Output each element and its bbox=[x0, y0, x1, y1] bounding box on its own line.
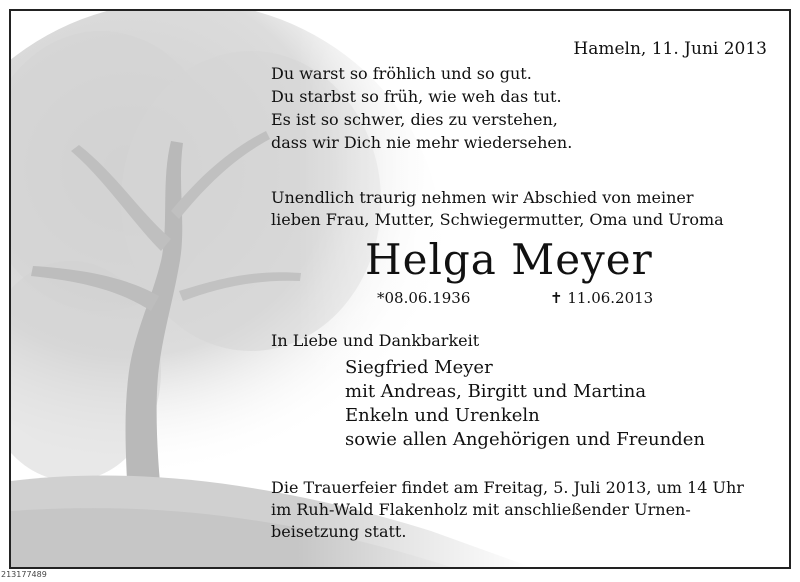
obituary-notice bbox=[9, 9, 791, 569]
place-and-date: Hameln, 11. Juni 2013 bbox=[573, 39, 767, 59]
poem-line: Du starbst so früh, wie weh das tut. bbox=[271, 87, 562, 106]
deceased-name: Helga Meyer bbox=[365, 235, 653, 284]
poem bbox=[271, 62, 572, 154]
death-date: ✝ 11.06.2013 bbox=[550, 289, 654, 307]
poem-line: Du warst so fröhlich und so gut. bbox=[271, 64, 532, 83]
funeral-line: im Ruh-Wald Flakenholz mit anschließender Urnen- bbox=[271, 500, 691, 519]
poem-line: dass wir Dich nie mehr wiedersehen. bbox=[271, 133, 573, 152]
farewell-intro bbox=[271, 187, 724, 231]
mourners-list bbox=[345, 356, 705, 452]
intro-line: lieben Frau, Mutter, Schwiegermutter, Oma und Uroma bbox=[271, 210, 724, 229]
mourner-line: Enkeln und Urenkeln bbox=[345, 405, 540, 426]
birth-date: *08.06.1936 bbox=[377, 289, 471, 307]
love-and-gratitude-line: In Liebe und Dankbarkeit bbox=[271, 331, 480, 350]
reference-code: 213177489 bbox=[1, 570, 47, 579]
mourner-line: Siegfried Meyer bbox=[345, 357, 493, 378]
mourner-line: mit Andreas, Birgitt und Martina bbox=[345, 381, 647, 402]
funeral-details bbox=[271, 477, 744, 543]
funeral-line: beisetzung statt. bbox=[271, 522, 407, 541]
poem-line: Es ist so schwer, dies zu verstehen, bbox=[271, 110, 558, 129]
funeral-line: Die Trauerfeier findet am Freitag, 5. Juli 2013, um 14 Uhr bbox=[271, 478, 744, 497]
mourner-line: sowie allen Angehörigen und Freunden bbox=[345, 429, 705, 450]
intro-line: Unendlich traurig nehmen wir Abschied von meiner bbox=[271, 188, 694, 207]
